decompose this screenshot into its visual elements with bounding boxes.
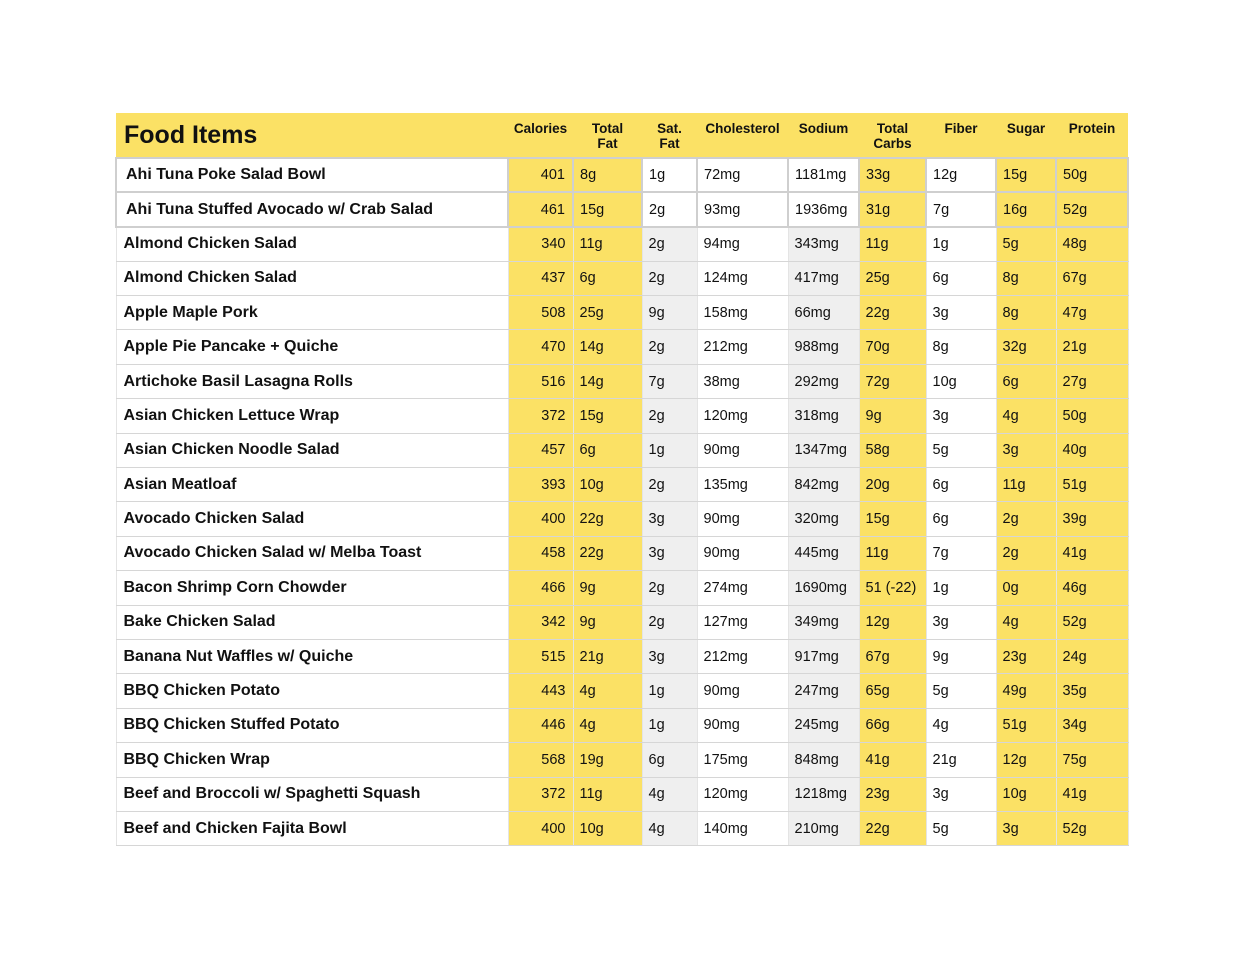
calories-cell: 372	[508, 777, 573, 811]
sodium-cell: 1181mg	[788, 158, 859, 192]
sodium-cell: 247mg	[788, 674, 859, 708]
protein-cell: 48g	[1056, 227, 1128, 261]
sodium-cell: 848mg	[788, 743, 859, 777]
total-fat-cell: 11g	[573, 227, 642, 261]
calories-cell: 458	[508, 536, 573, 570]
column-header-sat-fat: Sat. Fat	[642, 113, 697, 158]
calories-cell: 393	[508, 468, 573, 502]
column-header-sodium: Sodium	[788, 113, 859, 158]
cholesterol-cell: 72mg	[697, 158, 788, 192]
protein-cell: 34g	[1056, 708, 1128, 742]
table-header	[116, 113, 1128, 158]
protein-cell: 27g	[1056, 364, 1128, 398]
cholesterol-cell: 90mg	[697, 502, 788, 536]
calories-cell: 466	[508, 571, 573, 605]
sat-fat-cell: 4g	[642, 777, 697, 811]
sat-fat-cell: 7g	[642, 364, 697, 398]
table-title: Food Items	[116, 113, 508, 158]
calories-cell: 443	[508, 674, 573, 708]
total-fat-cell: 19g	[573, 743, 642, 777]
header-row	[116, 113, 1128, 158]
table-row	[116, 708, 1128, 742]
total-carbs-cell: 66g	[859, 708, 926, 742]
fiber-cell: 1g	[926, 227, 996, 261]
cholesterol-cell: 93mg	[697, 192, 788, 226]
sodium-cell: 66mg	[788, 296, 859, 330]
food-name-cell: Almond Chicken Salad	[116, 227, 508, 261]
fiber-cell: 7g	[926, 536, 996, 570]
fiber-cell: 3g	[926, 777, 996, 811]
fiber-cell: 6g	[926, 261, 996, 295]
food-name-cell: BBQ Chicken Potato	[116, 674, 508, 708]
total-fat-cell: 9g	[573, 571, 642, 605]
calories-cell: 437	[508, 261, 573, 295]
table-row	[116, 330, 1128, 364]
sugar-cell: 51g	[996, 708, 1056, 742]
column-header-cholesterol: Cholesterol	[697, 113, 788, 158]
sugar-cell: 12g	[996, 743, 1056, 777]
calories-cell: 340	[508, 227, 573, 261]
table-row	[116, 433, 1128, 467]
food-name-cell: BBQ Chicken Wrap	[116, 743, 508, 777]
sugar-cell: 6g	[996, 364, 1056, 398]
cholesterol-cell: 140mg	[697, 811, 788, 845]
fiber-cell: 6g	[926, 502, 996, 536]
sat-fat-cell: 1g	[642, 708, 697, 742]
cholesterol-cell: 212mg	[697, 639, 788, 673]
total-carbs-cell: 20g	[859, 468, 926, 502]
cholesterol-cell: 90mg	[697, 674, 788, 708]
protein-cell: 51g	[1056, 468, 1128, 502]
food-name-cell: Almond Chicken Salad	[116, 261, 508, 295]
sugar-cell: 10g	[996, 777, 1056, 811]
sugar-cell: 2g	[996, 536, 1056, 570]
sugar-cell: 3g	[996, 811, 1056, 845]
column-header-total-carbs: Total Carbs	[859, 113, 926, 158]
sat-fat-cell: 9g	[642, 296, 697, 330]
total-fat-cell: 14g	[573, 364, 642, 398]
fiber-cell: 3g	[926, 399, 996, 433]
sugar-cell: 8g	[996, 296, 1056, 330]
fiber-cell: 10g	[926, 364, 996, 398]
fiber-cell: 7g	[926, 192, 996, 226]
table-row	[116, 468, 1128, 502]
calories-cell: 400	[508, 502, 573, 536]
table-row	[116, 674, 1128, 708]
calories-cell: 568	[508, 743, 573, 777]
sat-fat-cell: 6g	[642, 743, 697, 777]
sodium-cell: 1347mg	[788, 433, 859, 467]
sugar-cell: 32g	[996, 330, 1056, 364]
total-carbs-cell: 67g	[859, 639, 926, 673]
calories-cell: 516	[508, 364, 573, 398]
protein-cell: 75g	[1056, 743, 1128, 777]
sodium-cell: 318mg	[788, 399, 859, 433]
fiber-cell: 6g	[926, 468, 996, 502]
food-name-cell: BBQ Chicken Stuffed Potato	[116, 708, 508, 742]
total-fat-cell: 4g	[573, 674, 642, 708]
sat-fat-cell: 3g	[642, 536, 697, 570]
table-row	[116, 502, 1128, 536]
table-row	[116, 364, 1128, 398]
total-fat-cell: 14g	[573, 330, 642, 364]
sat-fat-cell: 3g	[642, 639, 697, 673]
protein-cell: 50g	[1056, 399, 1128, 433]
sat-fat-cell: 2g	[642, 468, 697, 502]
protein-cell: 41g	[1056, 777, 1128, 811]
sat-fat-cell: 3g	[642, 502, 697, 536]
table-row	[116, 571, 1128, 605]
cholesterol-cell: 94mg	[697, 227, 788, 261]
sat-fat-cell: 2g	[642, 330, 697, 364]
calories-cell: 461	[508, 192, 573, 226]
cholesterol-cell: 90mg	[697, 536, 788, 570]
cholesterol-cell: 38mg	[697, 364, 788, 398]
column-header-calories: Calories	[508, 113, 573, 158]
calories-cell: 515	[508, 639, 573, 673]
calories-cell: 400	[508, 811, 573, 845]
total-carbs-cell: 65g	[859, 674, 926, 708]
cholesterol-cell: 212mg	[697, 330, 788, 364]
sat-fat-cell: 2g	[642, 192, 697, 226]
column-header-fiber: Fiber	[926, 113, 996, 158]
food-name-cell: Artichoke Basil Lasagna Rolls	[116, 364, 508, 398]
cholesterol-cell: 90mg	[697, 433, 788, 467]
table-row	[116, 536, 1128, 570]
sodium-cell: 245mg	[788, 708, 859, 742]
cholesterol-cell: 158mg	[697, 296, 788, 330]
sodium-cell: 842mg	[788, 468, 859, 502]
total-carbs-cell: 11g	[859, 227, 926, 261]
table-row	[116, 227, 1128, 261]
protein-cell: 41g	[1056, 536, 1128, 570]
column-header-sugar: Sugar	[996, 113, 1056, 158]
cholesterol-cell: 120mg	[697, 399, 788, 433]
sodium-cell: 1690mg	[788, 571, 859, 605]
sugar-cell: 0g	[996, 571, 1056, 605]
food-name-cell: Ahi Tuna Poke Salad Bowl	[116, 158, 508, 192]
fiber-cell: 8g	[926, 330, 996, 364]
total-fat-cell: 8g	[573, 158, 642, 192]
protein-cell: 35g	[1056, 674, 1128, 708]
total-carbs-cell: 41g	[859, 743, 926, 777]
total-fat-cell: 6g	[573, 261, 642, 295]
total-carbs-cell: 58g	[859, 433, 926, 467]
table-row	[116, 605, 1128, 639]
table-row	[116, 639, 1128, 673]
fiber-cell: 9g	[926, 639, 996, 673]
protein-cell: 21g	[1056, 330, 1128, 364]
fiber-cell: 5g	[926, 433, 996, 467]
cholesterol-cell: 274mg	[697, 571, 788, 605]
total-carbs-cell: 15g	[859, 502, 926, 536]
protein-cell: 47g	[1056, 296, 1128, 330]
total-fat-cell: 4g	[573, 708, 642, 742]
calories-cell: 372	[508, 399, 573, 433]
calories-cell: 470	[508, 330, 573, 364]
total-carbs-cell: 23g	[859, 777, 926, 811]
fiber-cell: 21g	[926, 743, 996, 777]
fiber-cell: 4g	[926, 708, 996, 742]
calories-cell: 508	[508, 296, 573, 330]
sat-fat-cell: 2g	[642, 227, 697, 261]
food-name-cell: Banana Nut Waffles w/ Quiche	[116, 639, 508, 673]
sodium-cell: 349mg	[788, 605, 859, 639]
total-fat-cell: 15g	[573, 192, 642, 226]
sugar-cell: 16g	[996, 192, 1056, 226]
sodium-cell: 1218mg	[788, 777, 859, 811]
food-name-cell: Asian Chicken Lettuce Wrap	[116, 399, 508, 433]
sodium-cell: 417mg	[788, 261, 859, 295]
sodium-cell: 988mg	[788, 330, 859, 364]
total-fat-cell: 15g	[573, 399, 642, 433]
table-row	[116, 743, 1128, 777]
food-name-cell: Avocado Chicken Salad	[116, 502, 508, 536]
calories-cell: 342	[508, 605, 573, 639]
total-fat-cell: 6g	[573, 433, 642, 467]
sat-fat-cell: 1g	[642, 674, 697, 708]
total-fat-cell: 9g	[573, 605, 642, 639]
sugar-cell: 2g	[996, 502, 1056, 536]
sugar-cell: 11g	[996, 468, 1056, 502]
total-carbs-cell: 25g	[859, 261, 926, 295]
sat-fat-cell: 2g	[642, 605, 697, 639]
table-row	[116, 296, 1128, 330]
cholesterol-cell: 124mg	[697, 261, 788, 295]
total-carbs-cell: 9g	[859, 399, 926, 433]
cholesterol-cell: 120mg	[697, 777, 788, 811]
sat-fat-cell: 4g	[642, 811, 697, 845]
total-carbs-cell: 72g	[859, 364, 926, 398]
protein-cell: 50g	[1056, 158, 1128, 192]
total-fat-cell: 22g	[573, 502, 642, 536]
sodium-cell: 292mg	[788, 364, 859, 398]
sugar-cell: 23g	[996, 639, 1056, 673]
sugar-cell: 8g	[996, 261, 1056, 295]
food-name-cell: Bacon Shrimp Corn Chowder	[116, 571, 508, 605]
protein-cell: 39g	[1056, 502, 1128, 536]
protein-cell: 46g	[1056, 571, 1128, 605]
sat-fat-cell: 1g	[642, 433, 697, 467]
total-carbs-cell: 22g	[859, 811, 926, 845]
fiber-cell: 3g	[926, 296, 996, 330]
protein-cell: 24g	[1056, 639, 1128, 673]
protein-cell: 52g	[1056, 192, 1128, 226]
table-row	[116, 192, 1128, 226]
nutrition-table-container	[115, 113, 1127, 846]
sodium-cell: 445mg	[788, 536, 859, 570]
total-fat-cell: 21g	[573, 639, 642, 673]
table-body	[116, 158, 1128, 846]
sodium-cell: 343mg	[788, 227, 859, 261]
total-fat-cell: 11g	[573, 777, 642, 811]
total-carbs-cell: 11g	[859, 536, 926, 570]
table-row	[116, 158, 1128, 192]
total-carbs-cell: 31g	[859, 192, 926, 226]
protein-cell: 40g	[1056, 433, 1128, 467]
total-carbs-cell: 22g	[859, 296, 926, 330]
column-header-total-fat: Total Fat	[573, 113, 642, 158]
fiber-cell: 3g	[926, 605, 996, 639]
table-row	[116, 399, 1128, 433]
protein-cell: 52g	[1056, 811, 1128, 845]
sugar-cell: 4g	[996, 399, 1056, 433]
food-name-cell: Ahi Tuna Stuffed Avocado w/ Crab Salad	[116, 192, 508, 226]
total-fat-cell: 10g	[573, 468, 642, 502]
food-name-cell: Bake Chicken Salad	[116, 605, 508, 639]
calories-cell: 457	[508, 433, 573, 467]
food-name-cell: Asian Chicken Noodle Salad	[116, 433, 508, 467]
column-header-protein: Protein	[1056, 113, 1128, 158]
sodium-cell: 917mg	[788, 639, 859, 673]
fiber-cell: 5g	[926, 811, 996, 845]
total-fat-cell: 25g	[573, 296, 642, 330]
cholesterol-cell: 127mg	[697, 605, 788, 639]
sodium-cell: 320mg	[788, 502, 859, 536]
fiber-cell: 5g	[926, 674, 996, 708]
sugar-cell: 4g	[996, 605, 1056, 639]
cholesterol-cell: 90mg	[697, 708, 788, 742]
protein-cell: 67g	[1056, 261, 1128, 295]
food-name-cell: Asian Meatloaf	[116, 468, 508, 502]
calories-cell: 401	[508, 158, 573, 192]
sat-fat-cell: 2g	[642, 399, 697, 433]
total-fat-cell: 10g	[573, 811, 642, 845]
sat-fat-cell: 1g	[642, 158, 697, 192]
total-carbs-cell: 70g	[859, 330, 926, 364]
food-name-cell: Apple Pie Pancake + Quiche	[116, 330, 508, 364]
sodium-cell: 1936mg	[788, 192, 859, 226]
sugar-cell: 15g	[996, 158, 1056, 192]
cholesterol-cell: 135mg	[697, 468, 788, 502]
food-name-cell: Beef and Broccoli w/ Spaghetti Squash	[116, 777, 508, 811]
sodium-cell: 210mg	[788, 811, 859, 845]
sugar-cell: 49g	[996, 674, 1056, 708]
table-row	[116, 811, 1128, 845]
sugar-cell: 5g	[996, 227, 1056, 261]
total-carbs-cell: 33g	[859, 158, 926, 192]
food-name-cell: Avocado Chicken Salad w/ Melba Toast	[116, 536, 508, 570]
sugar-cell: 3g	[996, 433, 1056, 467]
sat-fat-cell: 2g	[642, 261, 697, 295]
fiber-cell: 12g	[926, 158, 996, 192]
total-fat-cell: 22g	[573, 536, 642, 570]
table-row	[116, 777, 1128, 811]
cholesterol-cell: 175mg	[697, 743, 788, 777]
total-carbs-cell: 12g	[859, 605, 926, 639]
calories-cell: 446	[508, 708, 573, 742]
fiber-cell: 1g	[926, 571, 996, 605]
table-row	[116, 261, 1128, 295]
sat-fat-cell: 2g	[642, 571, 697, 605]
total-carbs-cell: 51 (-22)	[859, 571, 926, 605]
protein-cell: 52g	[1056, 605, 1128, 639]
nutrition-table	[115, 113, 1129, 846]
food-name-cell: Apple Maple Pork	[116, 296, 508, 330]
food-name-cell: Beef and Chicken Fajita Bowl	[116, 811, 508, 845]
